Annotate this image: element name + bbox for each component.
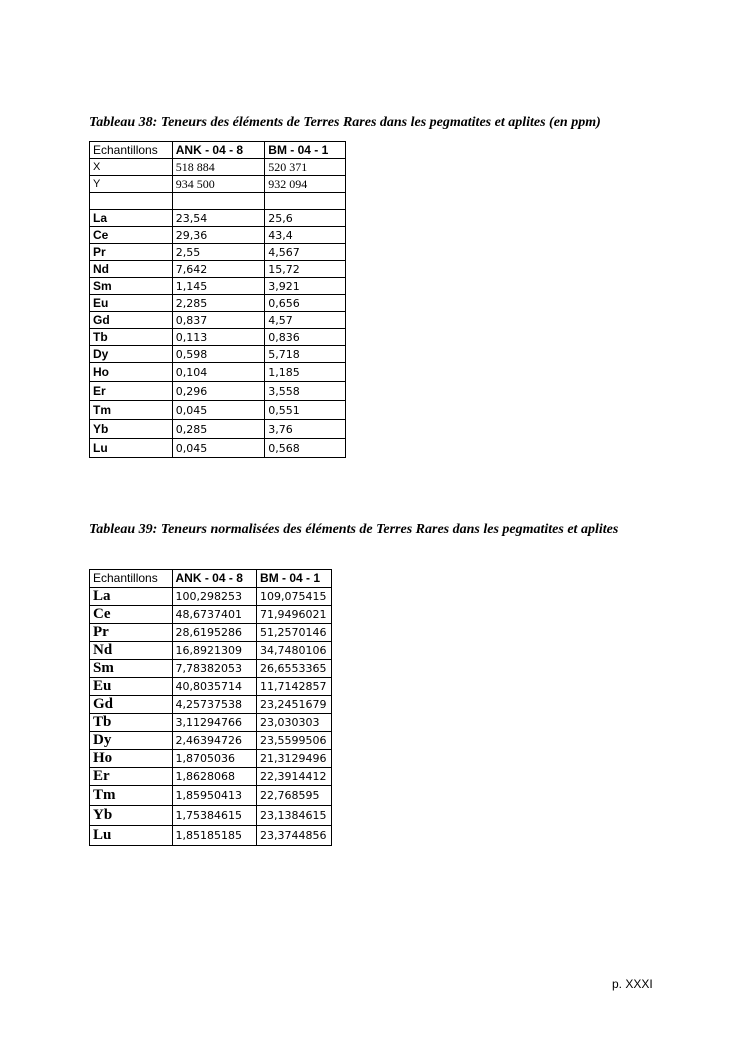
coord-value: 520 371 <box>265 159 346 176</box>
table-row <box>90 714 332 732</box>
element-cell: Sm <box>90 278 173 295</box>
table-row <box>90 439 346 458</box>
value-cell-ank: 100,298253 <box>172 588 257 606</box>
element-cell: Tm <box>90 786 173 806</box>
value-cell-ank: 28,6195286 <box>172 624 257 642</box>
value-cell-bm: 43,4 <box>265 227 346 244</box>
table-row <box>90 806 332 826</box>
element-cell: Ce <box>90 606 173 624</box>
value-cell-bm: 22,3914412 <box>257 768 332 786</box>
element-cell: Lu <box>90 439 173 458</box>
value-cell-ank: 2,46394726 <box>172 732 257 750</box>
value-cell-bm: 3,76 <box>265 420 346 439</box>
value-cell-ank: 1,75384615 <box>172 806 257 826</box>
value-cell-ank: 4,25737538 <box>172 696 257 714</box>
element-cell: Gd <box>90 312 173 329</box>
coord-value: 518 884 <box>172 159 265 176</box>
value-cell-ank: 0,296 <box>172 382 265 401</box>
element-cell: Tb <box>90 714 173 732</box>
value-cell-bm: 0,568 <box>265 439 346 458</box>
element-cell: Ho <box>90 363 173 382</box>
table-row <box>90 346 346 363</box>
value-cell-ank: 0,113 <box>172 329 265 346</box>
table-row <box>90 696 332 714</box>
element-cell: Gd <box>90 696 173 714</box>
value-cell-bm: 23,1384615 <box>257 806 332 826</box>
header-cell-bm: BM - 04 - 1 <box>257 570 332 588</box>
value-cell-bm: 0,551 <box>265 401 346 420</box>
element-cell: Eu <box>90 295 173 312</box>
value-cell-ank: 3,11294766 <box>172 714 257 732</box>
element-cell: Sm <box>90 660 173 678</box>
element-cell: Er <box>90 768 173 786</box>
value-cell-bm: 51,2570146 <box>257 624 332 642</box>
coord-row-x <box>90 159 346 176</box>
table-row <box>90 363 346 382</box>
value-cell-ank: 1,8628068 <box>172 768 257 786</box>
table-row <box>90 210 346 227</box>
table-row <box>90 642 332 660</box>
value-cell-bm: 34,7480106 <box>257 642 332 660</box>
table-row <box>90 660 332 678</box>
table-38 <box>89 141 346 458</box>
empty-cell <box>265 193 346 210</box>
table-header-row <box>90 570 332 588</box>
element-cell: Dy <box>90 346 173 363</box>
element-cell: Ho <box>90 750 173 768</box>
table-row <box>90 312 346 329</box>
empty-cell <box>90 193 173 210</box>
value-cell-bm: 109,075415 <box>257 588 332 606</box>
page-number: p. XXXI <box>612 977 653 991</box>
header-cell-samples: Echantillons <box>90 570 173 588</box>
table-row <box>90 750 332 768</box>
value-cell-bm: 5,718 <box>265 346 346 363</box>
element-cell: Tm <box>90 401 173 420</box>
table-row <box>90 624 332 642</box>
element-cell: Nd <box>90 642 173 660</box>
table-row <box>90 382 346 401</box>
value-cell-bm: 25,6 <box>265 210 346 227</box>
table-row <box>90 420 346 439</box>
value-cell-bm: 0,656 <box>265 295 346 312</box>
table-row <box>90 227 346 244</box>
value-cell-ank: 7,78382053 <box>172 660 257 678</box>
value-cell-ank: 29,36 <box>172 227 265 244</box>
table-row <box>90 278 346 295</box>
table-row <box>90 401 346 420</box>
value-cell-bm: 22,768595 <box>257 786 332 806</box>
table-header-row <box>90 142 346 159</box>
value-cell-ank: 1,85950413 <box>172 786 257 806</box>
value-cell-ank: 48,6737401 <box>172 606 257 624</box>
value-cell-bm: 21,3129496 <box>257 750 332 768</box>
coord-label: X <box>90 159 173 176</box>
table-row <box>90 329 346 346</box>
table-row <box>90 768 332 786</box>
value-cell-ank: 2,285 <box>172 295 265 312</box>
table-row <box>90 732 332 750</box>
value-cell-bm: 26,6553365 <box>257 660 332 678</box>
value-cell-ank: 0,045 <box>172 401 265 420</box>
header-cell-ank: ANK - 04 - 8 <box>172 570 257 588</box>
table-row <box>90 678 332 696</box>
value-cell-bm: 3,921 <box>265 278 346 295</box>
element-cell: Yb <box>90 420 173 439</box>
header-cell-samples: Echantillons <box>90 142 173 159</box>
coord-label: Y <box>90 176 173 193</box>
table-38-caption: Tableau 38: Teneurs des éléments de Terres Rares dans les pegmatites et aplites (en ppm) <box>89 115 601 130</box>
value-cell-bm: 4,57 <box>265 312 346 329</box>
element-cell: Eu <box>90 678 173 696</box>
table-row <box>90 244 346 261</box>
element-cell: Lu <box>90 826 173 846</box>
value-cell-ank: 1,145 <box>172 278 265 295</box>
value-cell-bm: 11,7142857 <box>257 678 332 696</box>
table-39 <box>89 569 332 846</box>
coord-row-y <box>90 176 346 193</box>
element-cell: La <box>90 210 173 227</box>
empty-cell <box>172 193 265 210</box>
value-cell-ank: 0,285 <box>172 420 265 439</box>
value-cell-ank: 0,837 <box>172 312 265 329</box>
value-cell-ank: 7,642 <box>172 261 265 278</box>
value-cell-ank: 16,8921309 <box>172 642 257 660</box>
value-cell-ank: 0,598 <box>172 346 265 363</box>
header-cell-ank: ANK - 04 - 8 <box>172 142 265 159</box>
value-cell-ank: 23,54 <box>172 210 265 227</box>
table-row <box>90 261 346 278</box>
element-cell: Tb <box>90 329 173 346</box>
table-row <box>90 606 332 624</box>
header-cell-bm: BM - 04 - 1 <box>265 142 346 159</box>
element-cell: Pr <box>90 244 173 261</box>
value-cell-ank: 1,85185185 <box>172 826 257 846</box>
value-cell-bm: 23,030303 <box>257 714 332 732</box>
value-cell-bm: 3,558 <box>265 382 346 401</box>
table-39-caption: Tableau 39: Teneurs normalisées des éléments de Terres Rares dans les pegmatites et aplites <box>89 522 619 537</box>
value-cell-bm: 15,72 <box>265 261 346 278</box>
element-cell: Nd <box>90 261 173 278</box>
value-cell-ank: 0,045 <box>172 439 265 458</box>
element-cell: Pr <box>90 624 173 642</box>
value-cell-bm: 0,836 <box>265 329 346 346</box>
empty-row <box>90 193 346 210</box>
table-row <box>90 295 346 312</box>
value-cell-bm: 71,9496021 <box>257 606 332 624</box>
coord-value: 934 500 <box>172 176 265 193</box>
value-cell-bm: 23,2451679 <box>257 696 332 714</box>
value-cell-bm: 23,3744856 <box>257 826 332 846</box>
value-cell-ank: 1,8705036 <box>172 750 257 768</box>
coord-value: 932 094 <box>265 176 346 193</box>
value-cell-ank: 40,8035714 <box>172 678 257 696</box>
value-cell-bm: 23,5599506 <box>257 732 332 750</box>
element-cell: Er <box>90 382 173 401</box>
element-cell: Yb <box>90 806 173 826</box>
value-cell-ank: 0,104 <box>172 363 265 382</box>
table-row <box>90 588 332 606</box>
element-cell: Ce <box>90 227 173 244</box>
value-cell-bm: 1,185 <box>265 363 346 382</box>
table-row <box>90 826 332 846</box>
table-row <box>90 786 332 806</box>
value-cell-ank: 2,55 <box>172 244 265 261</box>
value-cell-bm: 4,567 <box>265 244 346 261</box>
element-cell: La <box>90 588 173 606</box>
element-cell: Dy <box>90 732 173 750</box>
